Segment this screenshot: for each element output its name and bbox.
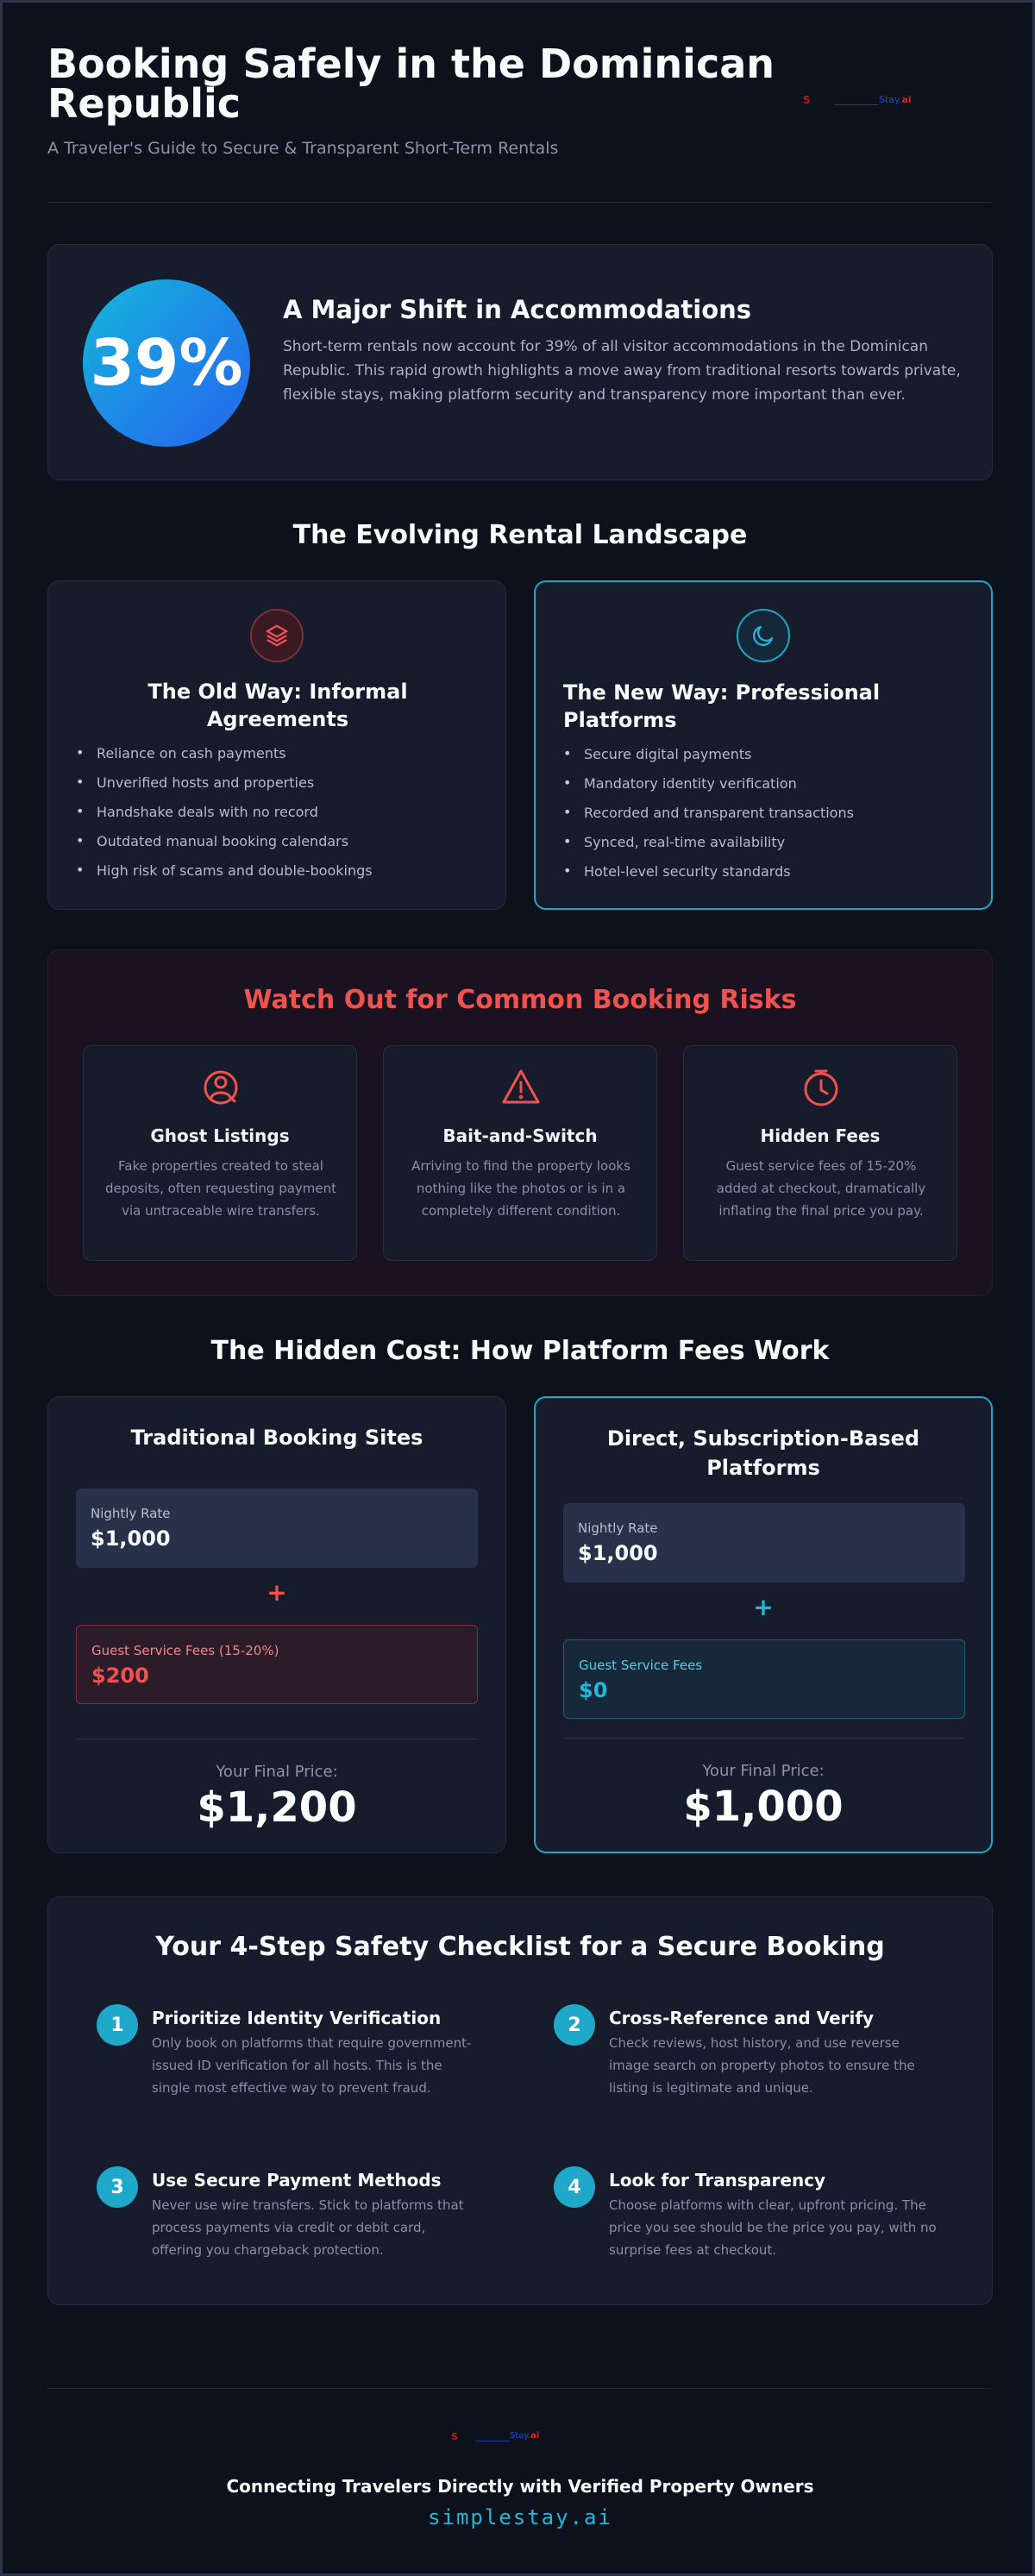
list-item: • Outdated manual booking calendars: [76, 833, 481, 862]
traditional-title: Traditional Booking Sites: [130, 1426, 423, 1450]
header-logo: [803, 94, 911, 110]
checklist-title: Your 4-Step Safety Checklist for a Secure Booking: [155, 1932, 885, 1962]
checklist-step-3: [97, 2166, 476, 2296]
moon-icon: [737, 609, 790, 662]
service-fee-value: $200: [91, 1664, 149, 1688]
layers-icon: [250, 609, 304, 662]
checklist-step-1: [97, 2004, 476, 2134]
page-title: Booking Safely in the Dominican Republic: [47, 41, 775, 127]
risks-section: [47, 950, 993, 1296]
footer-logo: [451, 2431, 546, 2447]
step-title: Use Secure Payment Methods: [152, 2170, 442, 2191]
traditional-fee-card: [47, 1396, 506, 1853]
ghost-user-icon: [200, 1067, 242, 1108]
step-title: Look for Transparency: [609, 2170, 826, 2191]
stat-circle: 39%: [83, 279, 250, 447]
checklist-card: [47, 1896, 993, 2305]
plus-sign: +: [267, 1578, 287, 1607]
list-item: • Unverified hosts and properties: [76, 774, 481, 804]
stat-card: [47, 244, 993, 480]
list-item: • Recorded and transparent transactions: [563, 805, 969, 834]
nightly-rate-label: Nightly Rate: [578, 1520, 658, 1536]
step-number: 4: [554, 2166, 595, 2208]
logo-mark: S: [451, 2431, 458, 2442]
logo-line: [834, 104, 879, 105]
risk-title: Bait-and-Switch: [442, 1125, 598, 1146]
new-way-title: The New Way: Professional Platforms: [563, 680, 881, 732]
step-number: 3: [97, 2166, 138, 2208]
step-desc: Never use wire transfers. Stick to platforms that process payments via credit or debit card, offering you chargeback protection.: [152, 2197, 464, 2258]
service-fee-box: [76, 1625, 478, 1704]
list-item: • High risk of scams and double-bookings: [76, 862, 481, 892]
new-way-list: [563, 746, 969, 893]
footer-divider: [47, 2388, 993, 2389]
timer-icon: [800, 1067, 842, 1108]
checklist-step-2: [554, 2004, 933, 2134]
plus-sign: +: [753, 1593, 774, 1621]
step-desc: Choose platforms with clear, upfront pricing. The price you see should be the price you pay, with no surprise fees at checkout.: [609, 2197, 937, 2258]
list-item: • Secure digital payments: [563, 746, 969, 775]
step-title: Cross-Reference and Verify: [609, 2008, 875, 2028]
risk-desc: Arriving to find the property looks nothing like the photos or is in a completely different condition.: [411, 1158, 630, 1219]
final-price-value: $1,200: [197, 1783, 357, 1832]
old-way-card: [47, 580, 506, 910]
direct-title: Direct, Subscription-Based Platforms: [606, 1426, 920, 1480]
service-fee-box: [563, 1639, 965, 1719]
footer-url-link[interactable]: simplestay.ai: [428, 2505, 612, 2529]
risk-card-fees: [683, 1045, 957, 1261]
risk-desc: Fake properties created to steal deposits, often requesting payment via untraceable wire transfers.: [104, 1158, 337, 1219]
page-header: [47, 41, 993, 204]
step-desc: Check reviews, host history, and use reverse image search on property photos to ensure the listing is legitimate and unique.: [609, 2035, 915, 2096]
nightly-rate-label: Nightly Rate: [91, 1506, 171, 1521]
final-price-label: Your Final Price:: [216, 1763, 338, 1781]
list-item: • Reliance on cash payments: [76, 745, 481, 774]
risk-title: Ghost Listings: [150, 1125, 290, 1146]
stat-title: A Major Shift in Accommodations: [283, 295, 752, 324]
nightly-rate-box: [563, 1503, 965, 1583]
service-fee-label: Guest Service Fees (15-20%): [91, 1643, 279, 1658]
nightly-rate-value: $1,000: [91, 1526, 171, 1551]
risk-card-ghost: [83, 1045, 357, 1261]
final-price-label: Your Final Price:: [702, 1762, 825, 1780]
old-way-title: The Old Way: Informal Agreements: [147, 680, 408, 731]
step-title: Prioritize Identity Verification: [152, 2008, 442, 2028]
service-fee-value: $0: [579, 1678, 608, 1702]
logo-wordmark: Stay.ai: [510, 2431, 540, 2441]
footer-tagline: Connecting Travelers Directly with Verified Property Owners: [226, 2476, 814, 2497]
checklist-step-4: [554, 2166, 937, 2296]
list-item: • Hotel-level security standards: [563, 863, 969, 893]
new-way-card: [534, 580, 993, 910]
list-item: • Mandatory identity verification: [563, 775, 969, 805]
fee-divider: [563, 1738, 965, 1739]
list-item: • Handshake deals with no record: [76, 804, 481, 833]
logo-mark: S: [803, 94, 811, 106]
nightly-rate-value: $1,000: [578, 1541, 658, 1565]
risks-title: Watch Out for Common Booking Risks: [243, 985, 797, 1015]
warning-icon: [500, 1067, 542, 1108]
stat-body: Short-term rentals now account for 39% of all visitor accommodations in the Dominican Republic. This rapid growth highlights a move away from traditional resorts towards private, flexible stays, making platform security and transparency more important than ever.: [283, 338, 961, 404]
step-desc: Only book on platforms that require government-issued ID verification for all hosts. This is the single most effective way to prevent fraud.: [152, 2035, 472, 2096]
risk-card-bait: [383, 1045, 657, 1261]
service-fee-label: Guest Service Fees: [579, 1658, 703, 1673]
direct-fee-card: [534, 1396, 993, 1853]
page-subtitle: A Traveler's Guide to Secure & Transparent Short-Term Rentals: [47, 139, 559, 158]
step-number: 2: [554, 2004, 595, 2046]
final-price-value: $1,000: [683, 1783, 844, 1831]
nightly-rate-box: [76, 1489, 478, 1568]
risk-title: Hidden Fees: [760, 1125, 881, 1146]
list-item: • Synced, real-time availability: [563, 834, 969, 863]
landscape-title: The Evolving Rental Landscape: [292, 520, 748, 550]
step-number: 1: [97, 2004, 138, 2046]
header-divider: [47, 202, 993, 203]
logo-wordmark: Stay.ai: [879, 94, 912, 105]
fees-title: The Hidden Cost: How Platform Fees Work: [210, 1336, 830, 1366]
old-way-list: [76, 745, 481, 892]
risk-desc: Guest service fees of 15-20% added at checkout, dramatically inflating the final price you pay.: [716, 1158, 926, 1219]
